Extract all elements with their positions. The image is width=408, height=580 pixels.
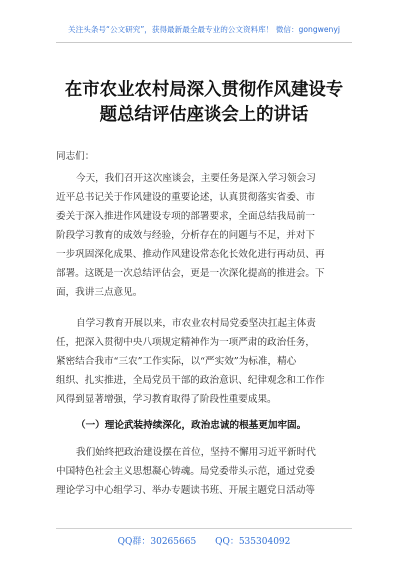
body-line: 任，把深入贯彻中央八项规定精神作为一项严肃的政治任务， [56, 337, 316, 348]
body-line: 理论学习中心组学习、举办专题读书班、开展主题党日活动等 [56, 485, 316, 496]
header-divider [56, 42, 352, 43]
body-line: 紧密结合我市“三农”工作实际，以“严实效”为标准，精心 [56, 356, 297, 367]
footer-qq-group: QQ群：30265665 [117, 537, 197, 547]
body-line: 委关于深入推进作风建设专项的部署要求，全面总结我局前一 [56, 211, 316, 222]
body-line: 组织、扎实推进，全局党员干部的政治意识、纪律观念和工作作 [56, 375, 325, 386]
section-heading: （一）理论武装持续深化，政治忠诚的根基更加牢固。 [76, 420, 307, 431]
title-line-1: 在市农业农村局深入贯彻作风建设专 [64, 80, 344, 100]
body-line: 一步巩固深化成果、推动作风建设常态化长效化进行再动员、再 [56, 249, 325, 260]
body-line: 今天，我们召开这次座谈会，主要任务是深入学习领会习 [76, 173, 316, 184]
body-line: 阶段学习教育的成效与经验，分析存在的问题与不足，并对下 [56, 230, 316, 241]
salutation: 同志们： [56, 151, 95, 162]
body-line: 中国特色社会主义思想凝心铸魂。局党委带头示范，通过党委 [56, 466, 316, 477]
header-note: 关注头条号“公文研究”，获得最新最全最专业的公文资料库！ 微信：gongwenyj [68, 25, 340, 34]
body-line: 面，我讲三点意见。 [56, 287, 143, 298]
body-line: 近平总书记关于作风建设的重要论述，认真贯彻落实省委、市 [56, 192, 316, 203]
footer-qq: QQ：535304092 [215, 537, 291, 547]
footer-divider [56, 528, 352, 529]
footer-contact [0, 534, 408, 547]
body-line: 风得到显著增强，学习教育取得了阶段性重要成果。 [56, 394, 277, 405]
title-line-2: 题总结评估座谈会上的讲话 [99, 105, 309, 125]
body-line: 我们始终把政治建设摆在首位，坚持不懈用习近平新时代 [76, 447, 316, 458]
body-line: 自学习教育开展以来，市农业农村局党委坚决扛起主体责 [76, 318, 316, 329]
document-title [30, 78, 378, 128]
body-line: 部署。这既是一次总结评估会，更是一次深化提高的推进会。下 [56, 268, 325, 279]
